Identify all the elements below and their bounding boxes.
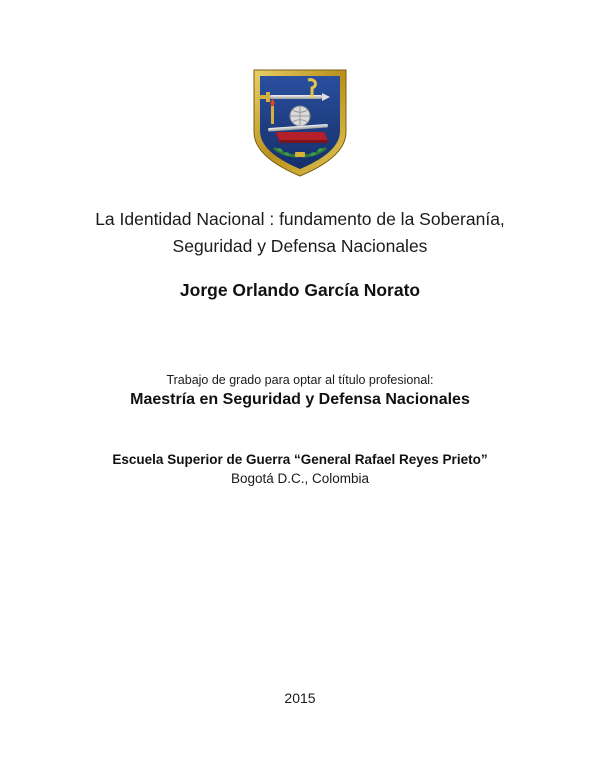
city-location: Bogotá D.C., Colombia	[230, 471, 370, 486]
publication-year: 2015	[284, 690, 316, 706]
degree-intro: Trabajo de grado para optar al título profesional:	[166, 373, 434, 387]
title-line-1: La Identidad Nacional : fundamento de la Soberanía,	[95, 209, 505, 229]
document-title	[0, 206, 600, 260]
shield-emblem-icon	[252, 68, 348, 178]
school-name: Escuela Superior de Guerra “General Rafael Reyes Prieto”	[112, 452, 488, 467]
author-name: Jorge Orlando García Norato	[179, 280, 421, 300]
degree-name: Maestría en Seguridad y Defensa Nacionales	[130, 391, 470, 408]
title-line-2: Seguridad y Defensa Nacionales	[172, 236, 428, 256]
